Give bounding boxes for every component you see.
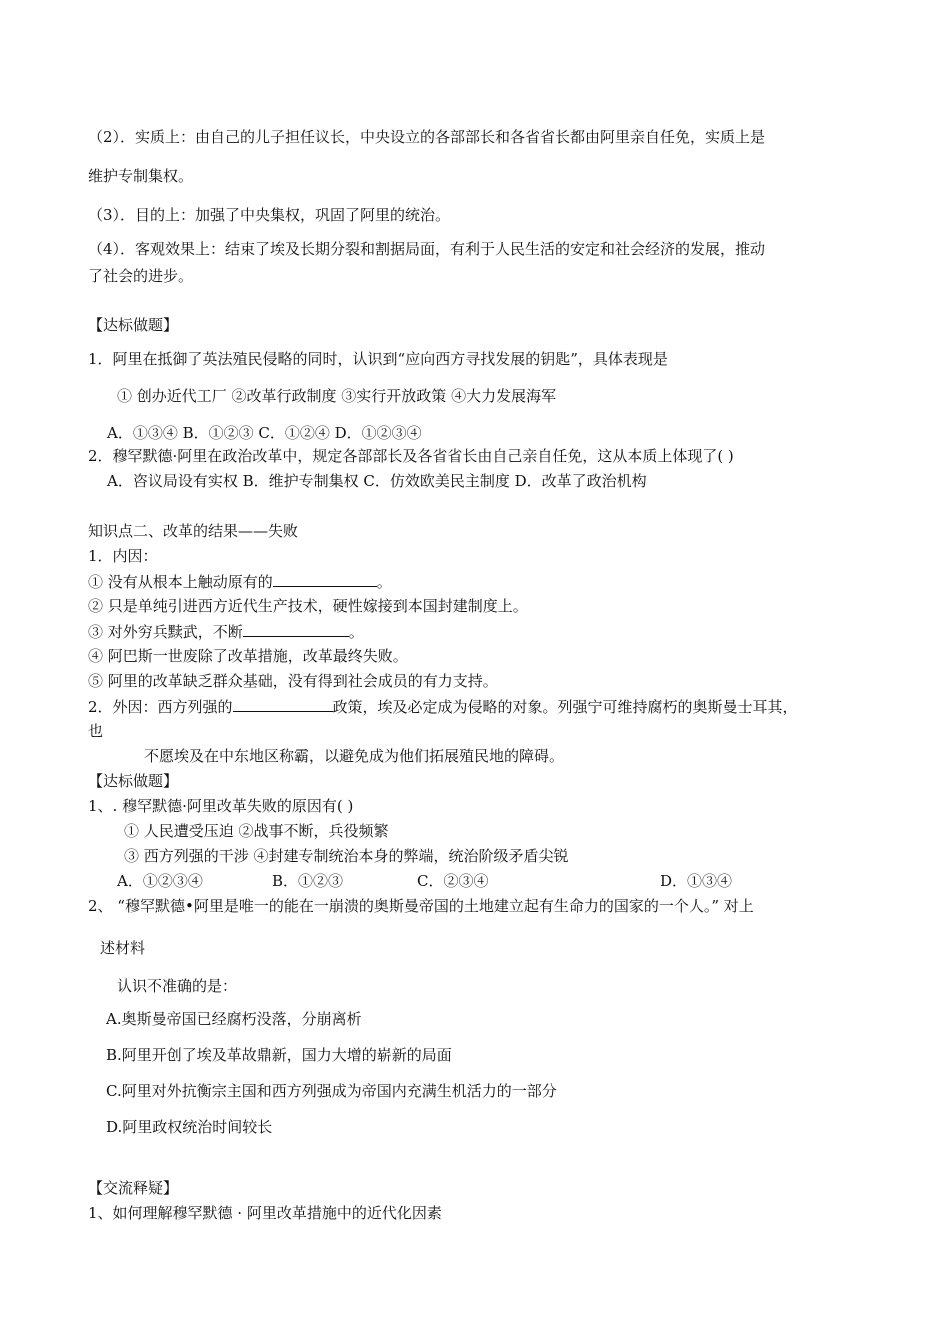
- discussion-question-1: 1、如何理解穆罕默德 · 阿里改革措施中的近代化因素: [88, 1204, 442, 1222]
- internal-cause-3: [88, 621, 364, 642]
- question-1-items: ① 创办近代工厂 ②改革行政制度 ③实行开放政策 ④大力发展海军: [117, 387, 557, 405]
- exercise-heading: 【达标做题】: [88, 316, 179, 334]
- answer-blank-3: [233, 696, 333, 712]
- exercise-2-q1-items-b: ③ 西方列强的干涉 ④封建专制统治本身的弊端，统治阶级矛盾尖锐: [124, 847, 569, 865]
- exercise-2-question-1: 1、. 穆罕默德·阿里改革失败的原因有( ): [88, 797, 354, 815]
- internal-cause-1-end: 。: [376, 573, 392, 591]
- answer-blank-2: [243, 621, 349, 637]
- question-2: 2．穆罕默德·阿里在政治改革中，规定各部部长及各省省长由自己亲自任免，这从本质上体现了( ): [88, 447, 734, 465]
- internal-cause-1: [88, 571, 392, 592]
- external-cause-text: 2．外因：西方列强的: [88, 698, 233, 716]
- paragraph-4-line-2: 了社会的进步。: [88, 267, 194, 285]
- internal-cause-3-text: ③ 对外穷兵黩武，不断: [88, 623, 243, 641]
- external-cause-continued: 也: [88, 722, 104, 740]
- paragraph-3: （3）．目的上：加强了中央集权，巩固了阿里的统治。: [88, 206, 451, 224]
- exercise-2-q2-option-b: B.阿里开创了埃及革故鼎新，国力大增的崭新的局面: [106, 1046, 452, 1064]
- exercise-2-question-2-prompt: 认识不准确的是：: [117, 977, 238, 995]
- exercise-2-q1-items-a: ① 人民遭受压迫 ②战事不断，兵役频繁: [124, 822, 389, 840]
- exercise-2-q1-option-d: D．①③④: [660, 872, 733, 890]
- external-cause-end: 政策，埃及必定成为侵略的对象。列强宁可维持腐朽的奥斯曼士耳其，: [332, 698, 798, 716]
- question-1-options: A．①③④ B．①②③ C．①②④ D．①②③④: [107, 424, 422, 442]
- exercise-2-question-2: 2、 “穆罕默德•阿里是唯一的能在一崩溃的奥斯曼帝国的土地建立起有生命力的国家的一个人。” 对上: [88, 897, 754, 915]
- internal-causes-label: 1．内因：: [88, 547, 158, 565]
- exercise-2-q1-option-a: A．①②③④: [117, 872, 203, 890]
- exercise-2-q2-option-c: C.阿里对外抗衡宗主国和西方列强成为帝国内充满生机活力的一部分: [106, 1082, 557, 1100]
- internal-cause-1-text: ① 没有从根本上触动原有的: [88, 573, 273, 591]
- question-1: 1．阿里在抵御了英法殖民侵略的同时，认识到“应向西方寻找发展的钥匙”，具体表现是: [88, 350, 668, 368]
- internal-cause-2: ② 只是单纯引进西方近代生产技术，硬性嫁接到本国封建制度上。: [88, 597, 528, 615]
- exercise-2-question-2-cont: 述材料: [100, 939, 146, 957]
- paragraph-4-line-1: （4）．客观效果上：结束了埃及长期分裂和割据局面，有利于人民生活的安定和社会经济的发展，推动: [88, 240, 766, 258]
- discussion-heading: 【交流释疑】: [88, 1179, 179, 1197]
- exercise-2-q2-option-a: A.奥斯曼帝国已经腐朽没落，分崩离析: [106, 1010, 362, 1028]
- answer-blank-1: [273, 571, 377, 587]
- exercise-2-q2-option-d: D.阿里政权统治时间较长: [106, 1118, 273, 1136]
- paragraph-2-line-2: 维护专制集权。: [88, 167, 194, 185]
- question-2-options: A．咨议局设有实权 B．维护专制集权 C．仿效欧美民主制度 D．改革了政治机构: [107, 472, 647, 490]
- internal-cause-3-end: 。: [348, 623, 364, 641]
- exercise-heading-2: 【达标做题】: [88, 772, 179, 790]
- exercise-2-q1-option-c: C．②③④: [417, 872, 489, 890]
- exercise-2-q1-option-b: B．①②③: [272, 872, 344, 890]
- paragraph-2-line-1: （2）．实质上：由自己的儿子担任议长，中央设立的各部部长和各省省长都由阿里亲自任免，实质上是: [88, 128, 766, 146]
- knowledge-point-title: 知识点二、改革的结果——失败: [88, 522, 299, 540]
- external-cause: [88, 696, 798, 717]
- external-cause-continued-2: 不愿埃及在中东地区称霸，以避免成为他们拓展殖民地的障碍。: [144, 747, 565, 765]
- internal-cause-4: ④ 阿巴斯一世废除了改革措施，改革最终失败。: [88, 647, 408, 665]
- internal-cause-5: ⑤ 阿里的改革缺乏群众基础，没有得到社会成员的有力支持。: [88, 672, 498, 690]
